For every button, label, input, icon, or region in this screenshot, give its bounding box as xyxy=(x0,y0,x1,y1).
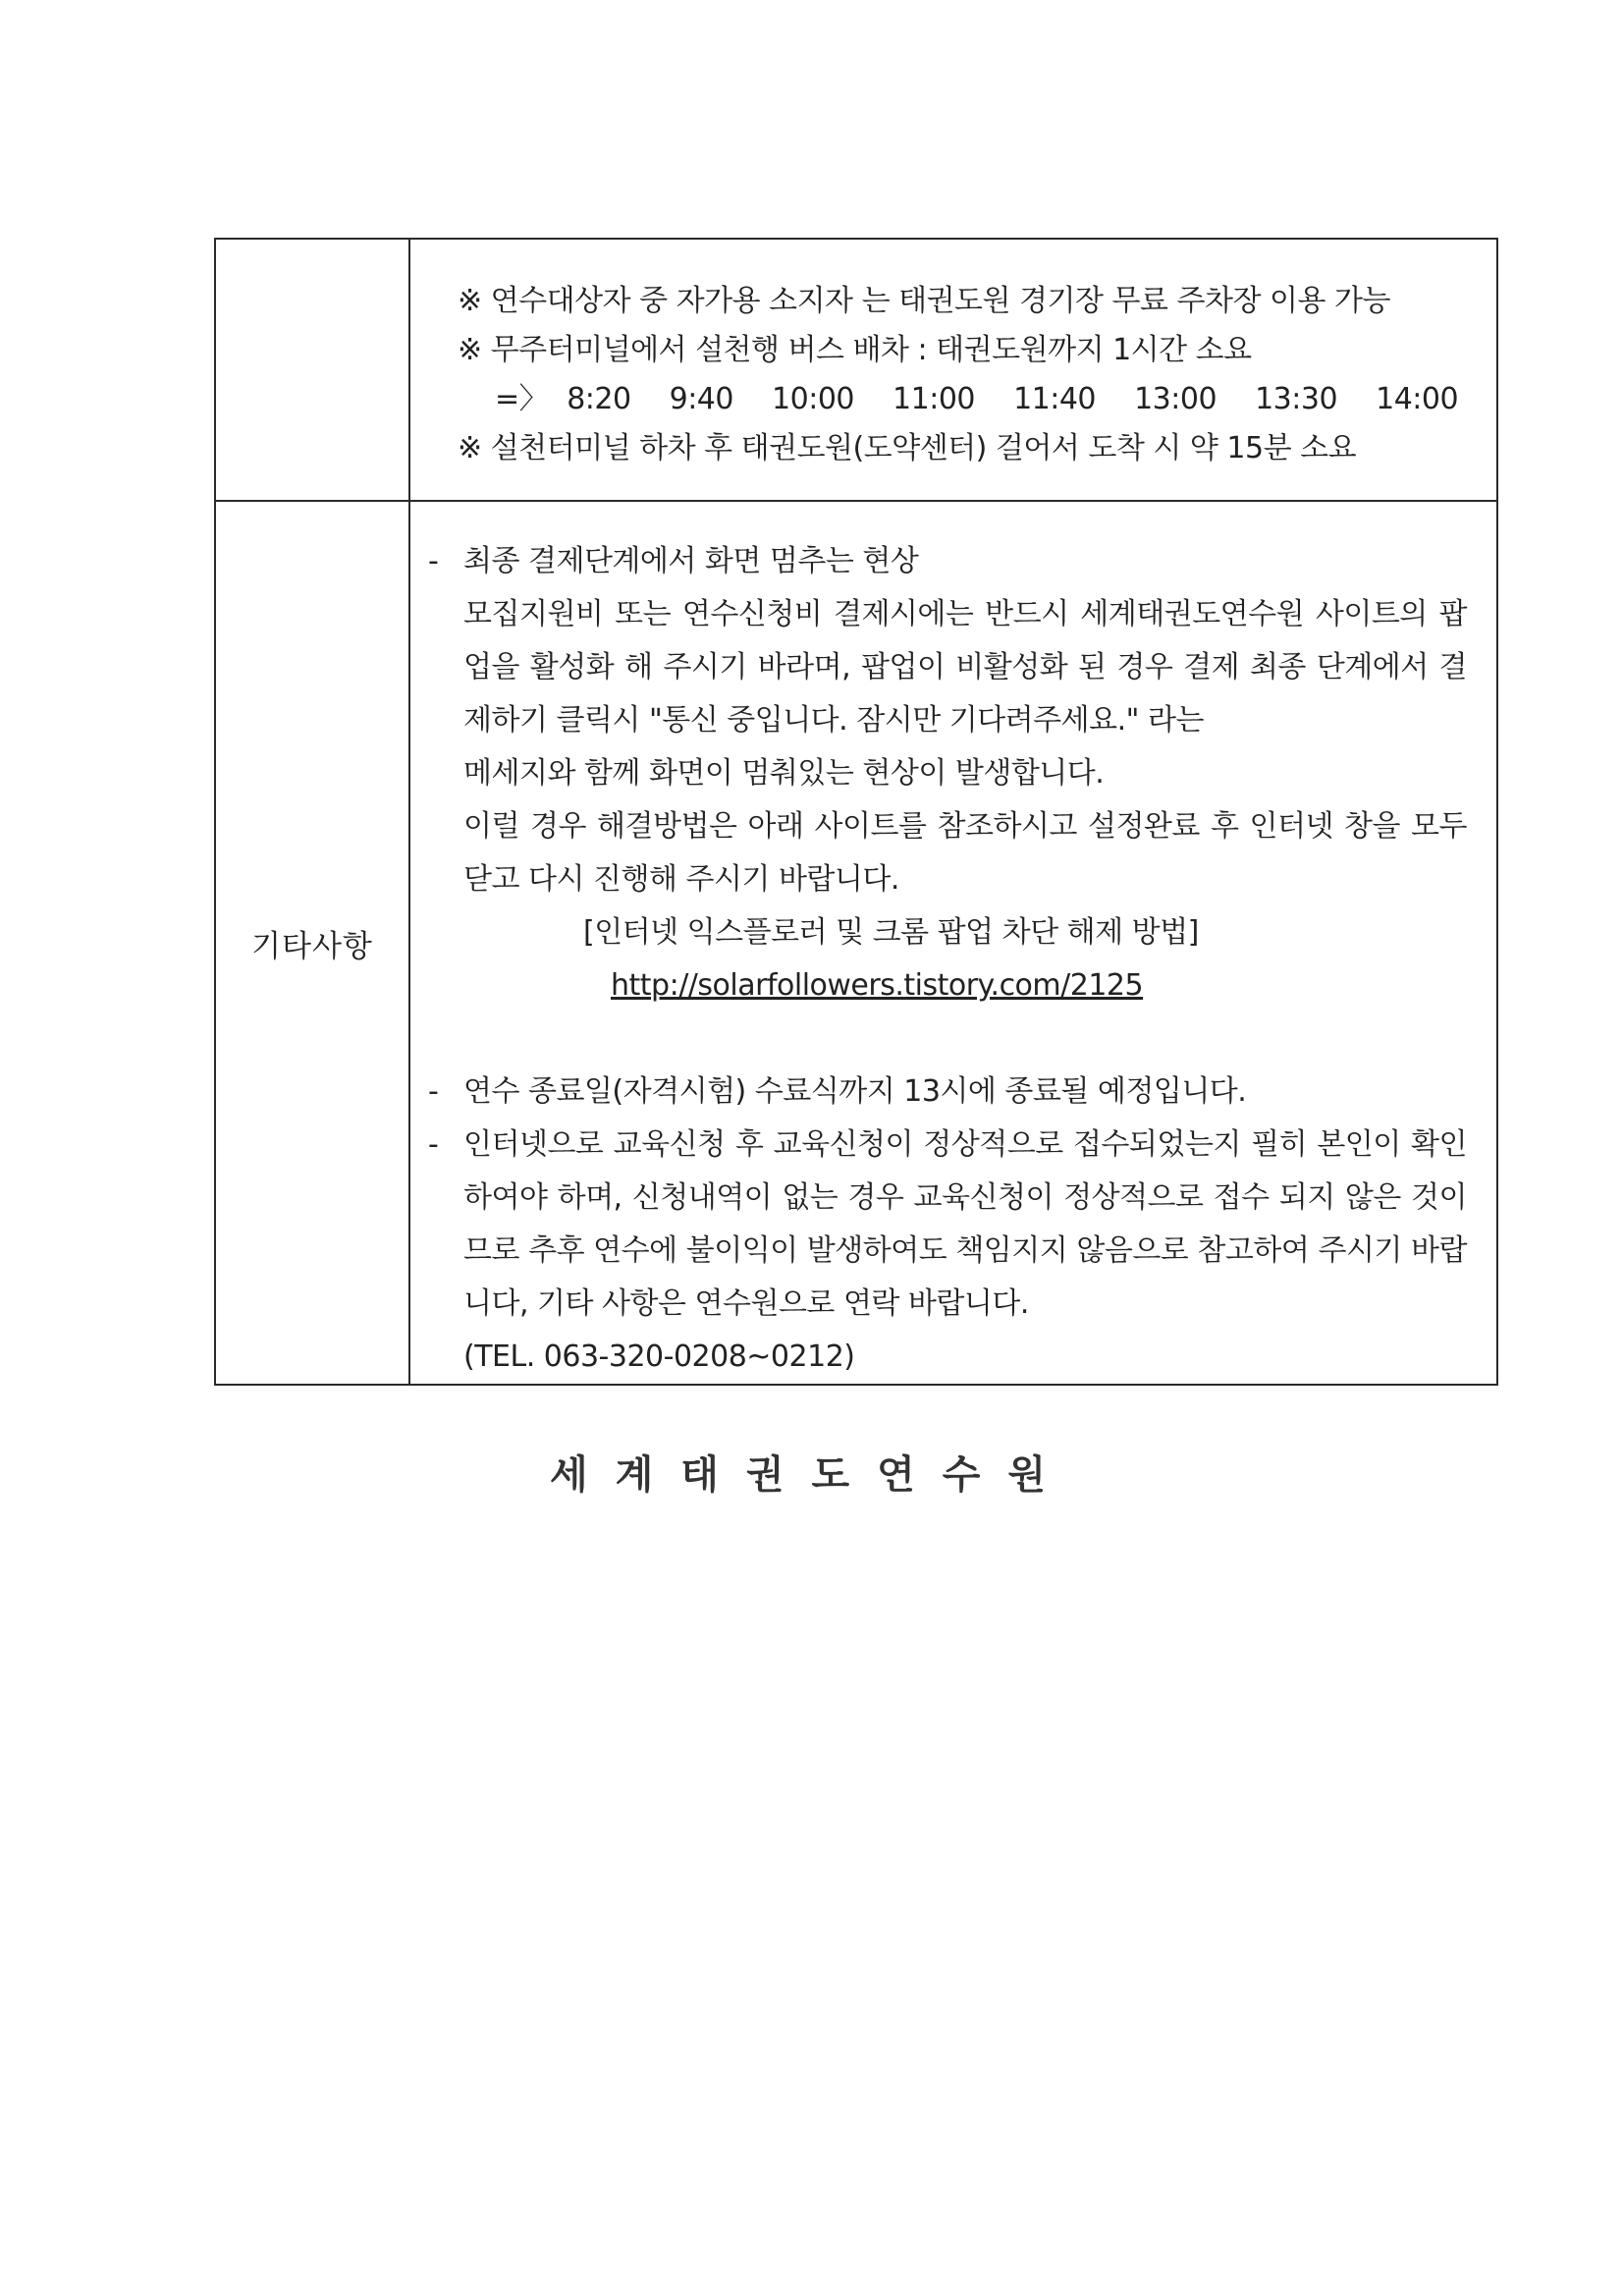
transport-notes-cell xyxy=(409,239,1497,501)
spacer xyxy=(428,1012,1467,1066)
other-content-cell xyxy=(409,501,1497,1385)
dash-bullet: - xyxy=(428,544,439,578)
transport-label-cell xyxy=(215,239,409,501)
popup-guide-link-wrap xyxy=(463,959,1467,1012)
payment-issue-item xyxy=(428,535,1467,1012)
organization-name: 세계태권도연수원 xyxy=(549,1452,1074,1498)
popup-guide-title: [인터넷 익스플로러 및 크롬 팝업 차단 해제 방법] xyxy=(583,915,1199,950)
contact-tel: (TEL. 063-320-0208~0212) xyxy=(463,1339,855,1374)
bus-time: 9:40 xyxy=(669,382,733,416)
bus-time: 14:00 xyxy=(1376,382,1459,416)
bus-time: 11:40 xyxy=(1013,382,1097,416)
transport-row xyxy=(215,239,1497,501)
payment-issue-body: 모집지원비 또는 연수신청비 결제시에는 반드시 세계태권도연수원 사이트의 팝업을 활성화 해 주시기 바라며, 팝업이 비활성화 된 경우 결제 최종 단계에서 결제하기 클릭시 "통신 중입니다. 잠시만 기다려주세요." 라는 xyxy=(463,597,1467,738)
parking-note: ※ 연수대상자 중 자가용 소지자 는 태권도원 경기장 무료 주차장 이용 가능 xyxy=(458,284,1390,318)
payment-issue-body-2: 메세지와 함께 화면이 멈춰있는 현상이 발생합니다. xyxy=(463,756,1105,791)
transport-notes xyxy=(410,240,1496,473)
dash-bullet: - xyxy=(428,1074,439,1109)
info-table xyxy=(214,238,1498,1386)
bus-time: 11:00 xyxy=(893,382,976,416)
confirm-item xyxy=(428,1119,1467,1384)
confirm-note: 인터넷으로 교육신청 후 교육신청이 정상적으로 접수되었는지 필히 본인이 확인하여야 하며, 신청내역이 없는 경우 교육신청이 정상적으로 접수 되지 않은 것이므로 추후 연수에 불이익이 발생하여도 책임지지 않음으로 참고하여 주시기 바랍니다, 기타 사항은 연수원으로 연락 바랍니다. xyxy=(463,1127,1467,1321)
dash-bullet: - xyxy=(428,1127,439,1162)
bus-time: 13:00 xyxy=(1134,382,1217,416)
popup-guide-link[interactable]: http://solarfollowers.tistory.com/2125 xyxy=(611,968,1144,1003)
bus-times xyxy=(458,375,1496,424)
bus-time: 10:00 xyxy=(772,382,854,416)
payment-issue-solution: 이럴 경우 해결방법은 아래 사이트를 참조하시고 설정완료 후 인터넷 창을 모두 닫고 다시 진행해 주시기 바랍니다. xyxy=(463,809,1467,897)
arrow-symbol: =〉 xyxy=(495,382,549,416)
bus-note: ※ 무주터미널에서 설천행 버스 배차 : 태권도원까지 1시간 소요 xyxy=(458,333,1252,367)
end-time-item xyxy=(428,1066,1467,1119)
other-content xyxy=(410,502,1496,1384)
bus-time: 8:20 xyxy=(567,382,631,416)
payment-issue-heading: 최종 결제단계에서 화면 멈추는 현상 xyxy=(463,544,919,578)
end-time-note: 연수 종료일(자격시험) 수료식까지 13시에 종료될 예정입니다. xyxy=(463,1074,1247,1109)
bus-time: 13:30 xyxy=(1255,382,1338,416)
other-label: 기타사항 xyxy=(215,501,409,1385)
walk-note: ※ 설천터미널 하차 후 태권도원(도약센터) 걸어서 도착 시 약 15분 소요 xyxy=(458,431,1357,465)
other-row xyxy=(215,501,1497,1385)
